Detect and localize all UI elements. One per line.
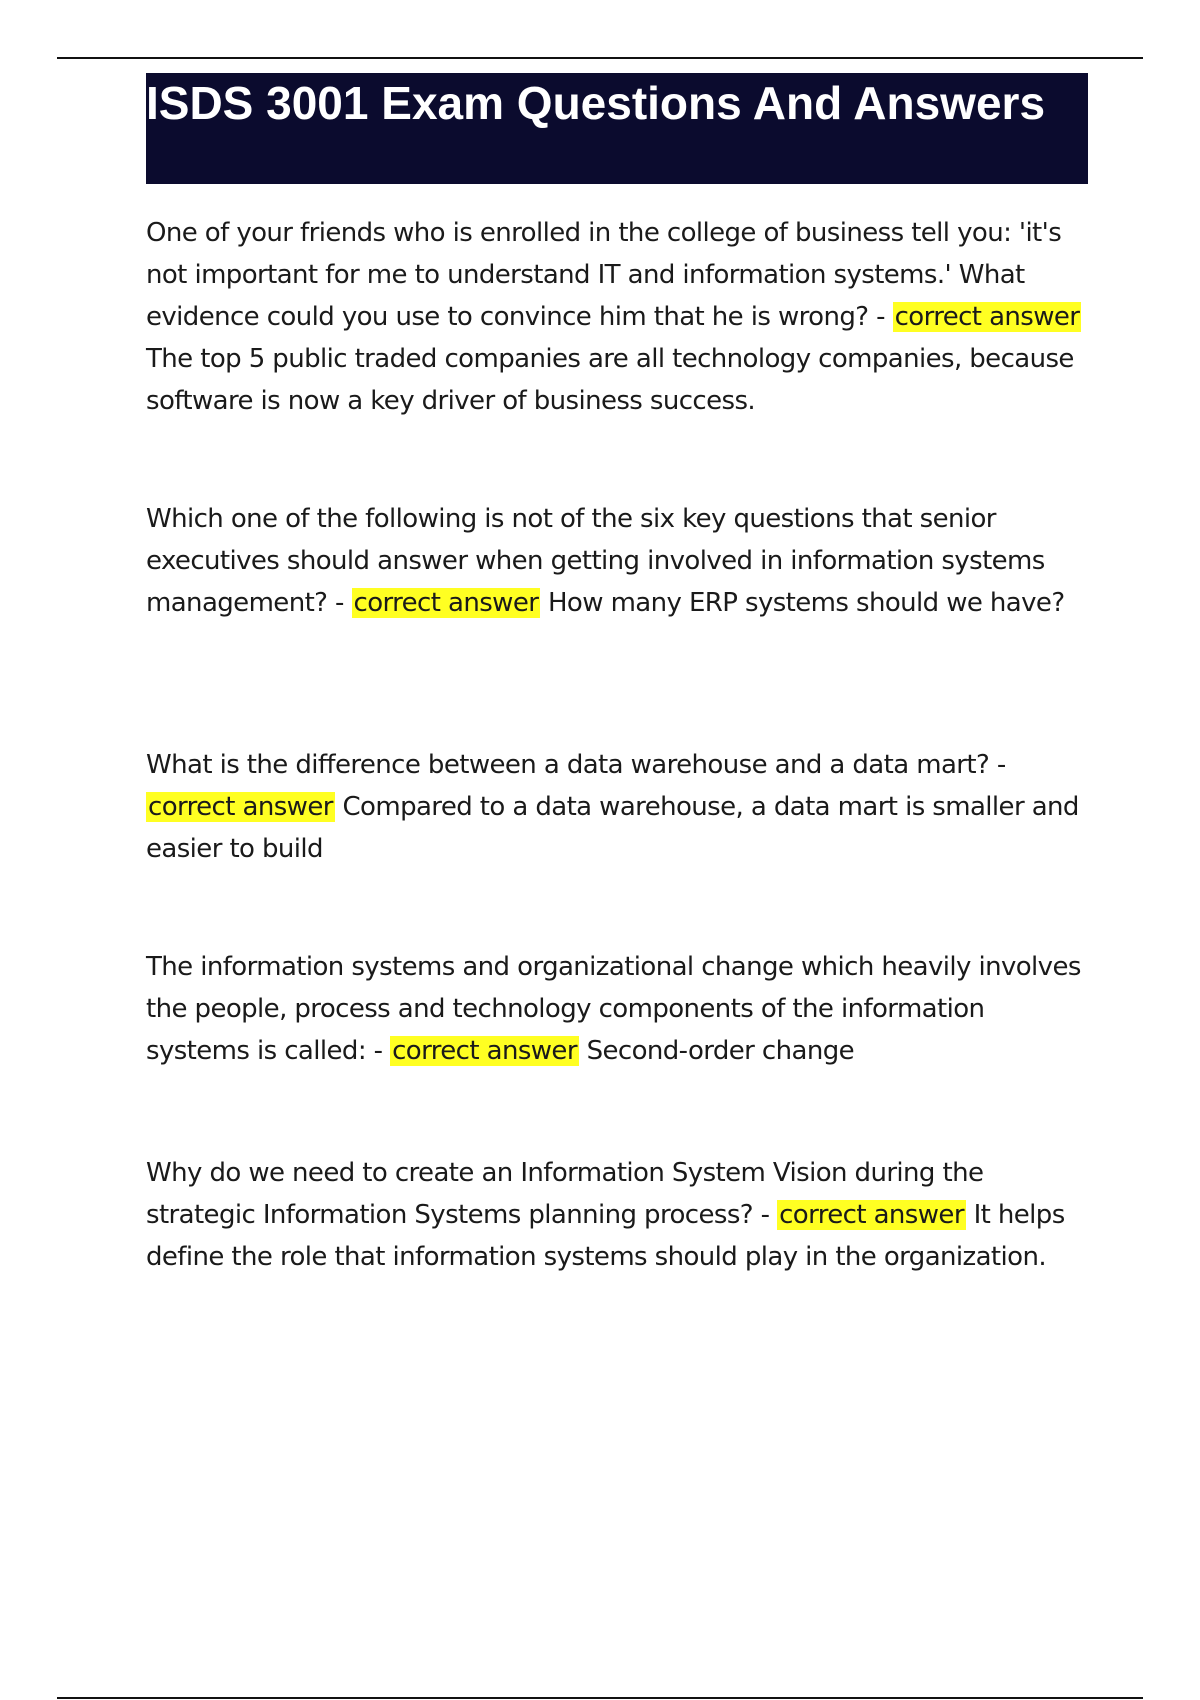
question-text: One of your friends who is enrolled in the college of business tell you: 'it's not important for me to understand IT and information systems.' What evidence could you use to convince him that he is wrong? - <box>146 218 1062 332</box>
question-text: The information systems and organizational change which heavily involves the people, process and technology components of the information systems is called: - <box>146 952 1081 1066</box>
page-title: ISDS 3001 Exam Questions And Answers <box>146 77 1046 129</box>
bottom-rule <box>57 1697 1143 1699</box>
qa-item <box>146 212 1086 422</box>
qa-item <box>146 744 1086 870</box>
correct-answer-label: correct answer <box>353 588 539 618</box>
answer-text: It helps define the role that information systems should play in the organization. <box>146 1200 1065 1272</box>
title-banner <box>146 73 1088 184</box>
answer-text: How many ERP systems should we have? <box>547 588 1065 618</box>
correct-answer-label: correct answer <box>894 302 1080 332</box>
question-text: Why do we need to create an Information System Vision during the strategic Information Systems planning process? - <box>146 1158 984 1230</box>
question-text: What is the difference between a data warehouse and a data mart? - <box>146 750 1006 780</box>
answer-text: Second-order change <box>586 1036 855 1066</box>
correct-answer-label: correct answer <box>148 792 333 822</box>
qa-item <box>146 946 1086 1072</box>
top-rule <box>57 57 1143 59</box>
correct-answer-label: correct answer <box>779 1200 964 1230</box>
correct-answer-label: correct answer <box>392 1036 577 1066</box>
question-text: Which one of the following is not of the six key questions that senior executives should answer when getting involved in information systems management? - <box>146 504 1045 618</box>
answer-text: The top 5 public traded companies are all technology companies, because software is now a key driver of business success. <box>146 344 1074 416</box>
qa-item <box>146 498 1086 624</box>
answer-text: Compared to a data warehouse, a data mart is smaller and easier to build <box>146 792 1079 864</box>
qa-item <box>146 1152 1086 1278</box>
